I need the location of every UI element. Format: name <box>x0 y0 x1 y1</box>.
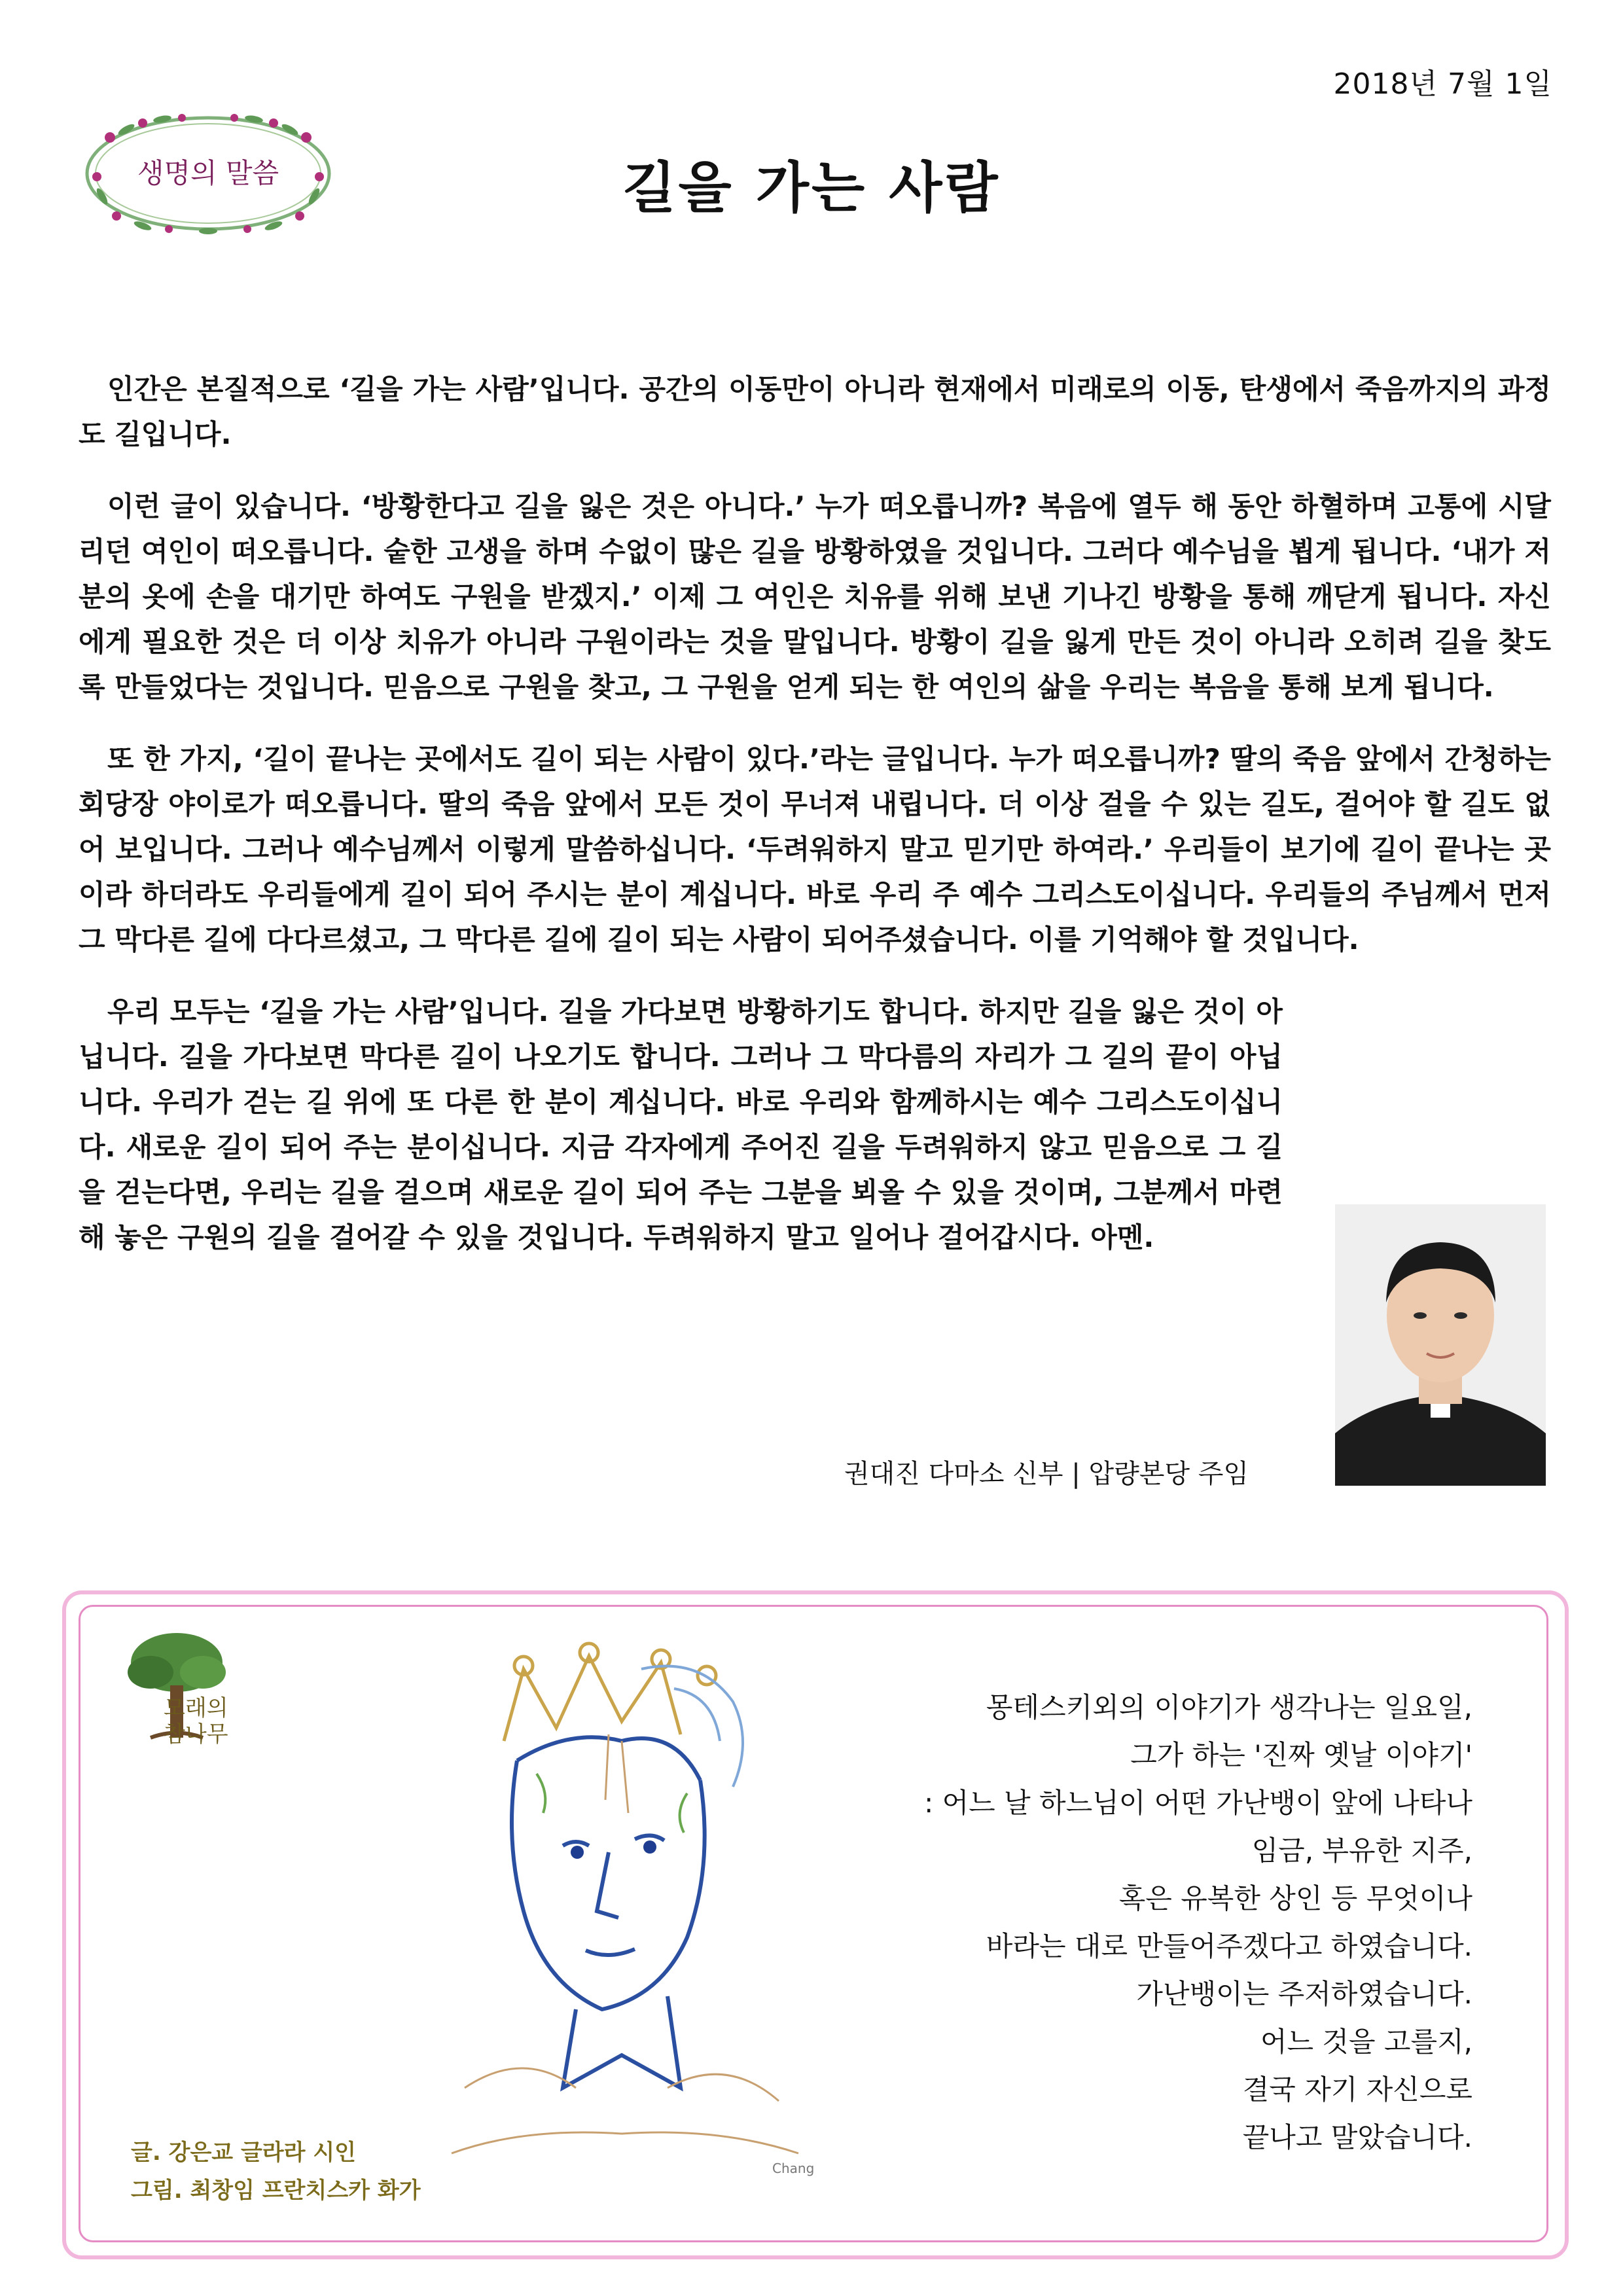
tree-logo-label-line: 모래의 <box>164 1695 228 1721</box>
poem-line: 몽테스키외의 이야기가 생각나는 일요일, <box>986 1691 1472 1723</box>
poem-line: : 어느 날 하느님이 어떤 가난뱅이 앞에 나타나 <box>924 1787 1472 1819</box>
poem-line: 가난뱅이는 주저하였습니다. <box>1136 1978 1472 2010</box>
poem-line: 혹은 유복한 상인 등 무엇이나 <box>1118 1882 1472 1914</box>
paragraph: 우리 모두는 ‘길을 가는 사람’입니다. 길을 가다보면 방황하기도 합니다. 하지만 길을 잃은 것이 아닙니다. 길을 가다보면 막다른 길이 나오기도 합니다. 그러나 그 막다름의 자리가 그 길의 끝이 아닙니다. 우리가 걷는 길 위에 또 다른 한 분이 계십니다. 바로 우리와 함께하시는 예수 그리스도이십니다. 새로운 길이 되어 주는 분이십니다. 지금 각자에게 주어진 길을 두려워하지 않고 믿음으로 그 길을 걷는다면, 우리는 길을 걸으며 새로운 길이 되어 주는 그분을 뵈올 수 있을 것이며, 그분께서 마련해 놓은 구원의 길을 걸어갈 수 있을 것입니다. 두려워하지 말고 일어나 걸어갑시다. 아멘. <box>79 996 1283 1253</box>
portrait-drawing <box>425 1630 818 2186</box>
poem <box>805 1683 1472 2161</box>
author-photo <box>1335 1204 1546 1486</box>
crowned-face-illustration <box>425 1630 818 2186</box>
poem-line: 끝나고 말았습니다. <box>1242 2121 1472 2153</box>
paragraph: 이런 글이 있습니다. ‘방황한다고 길을 잃은 것은 아니다.’ 누가 떠오릅니까? 복음에 열두 해 동안 하혈하며 고통에 시달리던 여인이 떠오릅니다. 숱한 고생을 하며 수없이 많은 길을 방황하였을 것입니다. 그러다 예수님을 뵙게 됩니다. ‘내가 저분의 옷에 손을 대기만 하여도 구원을 받겠지.’ 이제 그 여인은 치유를 위해 보낸 기나긴 방황을 통해 깨닫게 됩니다. 자신에게 필요한 것은 더 이상 치유가 아니라 구원이라는 것을 말입니다. 방황이 길을 잃게 만든 것이 아니라 오히려 길을 찾도록 만들었다는 것입니다. 믿음으로 구원을 찾고, 그 구원을 얻게 되는 한 여인의 삶을 우리는 복음을 통해 보게 됩니다. <box>79 490 1551 703</box>
poem-line: 바라는 대로 만들어주겠다고 하였습니다. <box>986 1930 1472 1962</box>
article-body <box>79 367 1551 1287</box>
credit-writer: 글. 강은교 글라라 시인 <box>131 2140 357 2166</box>
poem-line: 임금, 부유한 지주, <box>1251 1835 1472 1867</box>
tree-logo-label-line: 참나무 <box>164 1721 228 1748</box>
paragraph: 인간은 본질적으로 ‘길을 가는 사람’입니다. 공간의 이동만이 아니라 현재에서 미래로의 이동, 탄생에서 죽음까지의 과정도 길입니다. <box>79 373 1551 450</box>
illustration-signature: Chang <box>772 2161 815 2176</box>
issue-date: 2018년 7월 1일 <box>1333 67 1552 101</box>
tree-logo-label <box>164 1695 228 1748</box>
poem-line: 결국 자기 자신으로 <box>1242 2073 1472 2106</box>
author-byline: 권대진 다마소 신부 | 압량본당 주임 <box>844 1459 1249 1489</box>
page-title: 길을 가는 사람 <box>622 156 1001 220</box>
poem-line: 그가 하는 '진짜 옛날 이야기' <box>1130 1739 1472 1771</box>
logo-label: 생명의 말씀 <box>137 157 279 189</box>
paragraph: 또 한 가지, ‘길이 끝나는 곳에서도 길이 되는 사람이 있다.’라는 글입니다. 누가 떠오릅니까? 딸의 죽음 앞에서 간청하는 회당장 야이로가 떠오릅니다. 딸의 죽음 앞에서 모든 것이 무너져 내립니다. 더 이상 걸을 수 있는 길도, 걸어야 할 길도 없어 보입니다. 그러나 예수님께서 이렇게 말씀하십니다. ‘두려워하지 말고 믿기만 하여라.’ 우리들이 보기에 길이 끝나는 곳이라 하더라도 우리들에게 길이 되어 주시는 분이 계십니다. 바로 우리 주 예수 그리스도이십니다. 우리들의 주님께서 먼저 그 막다른 길에 다다르셨고, 그 막다른 길에 길이 되는 사람이 되어주셨습니다. 이를 기억해야 할 것입니다. <box>79 743 1551 956</box>
credits <box>131 2134 421 2210</box>
credit-artist: 그림. 최창임 프란치스카 화가 <box>131 2178 421 2204</box>
poem-line: 어느 것을 고를지, <box>1260 2026 1472 2058</box>
